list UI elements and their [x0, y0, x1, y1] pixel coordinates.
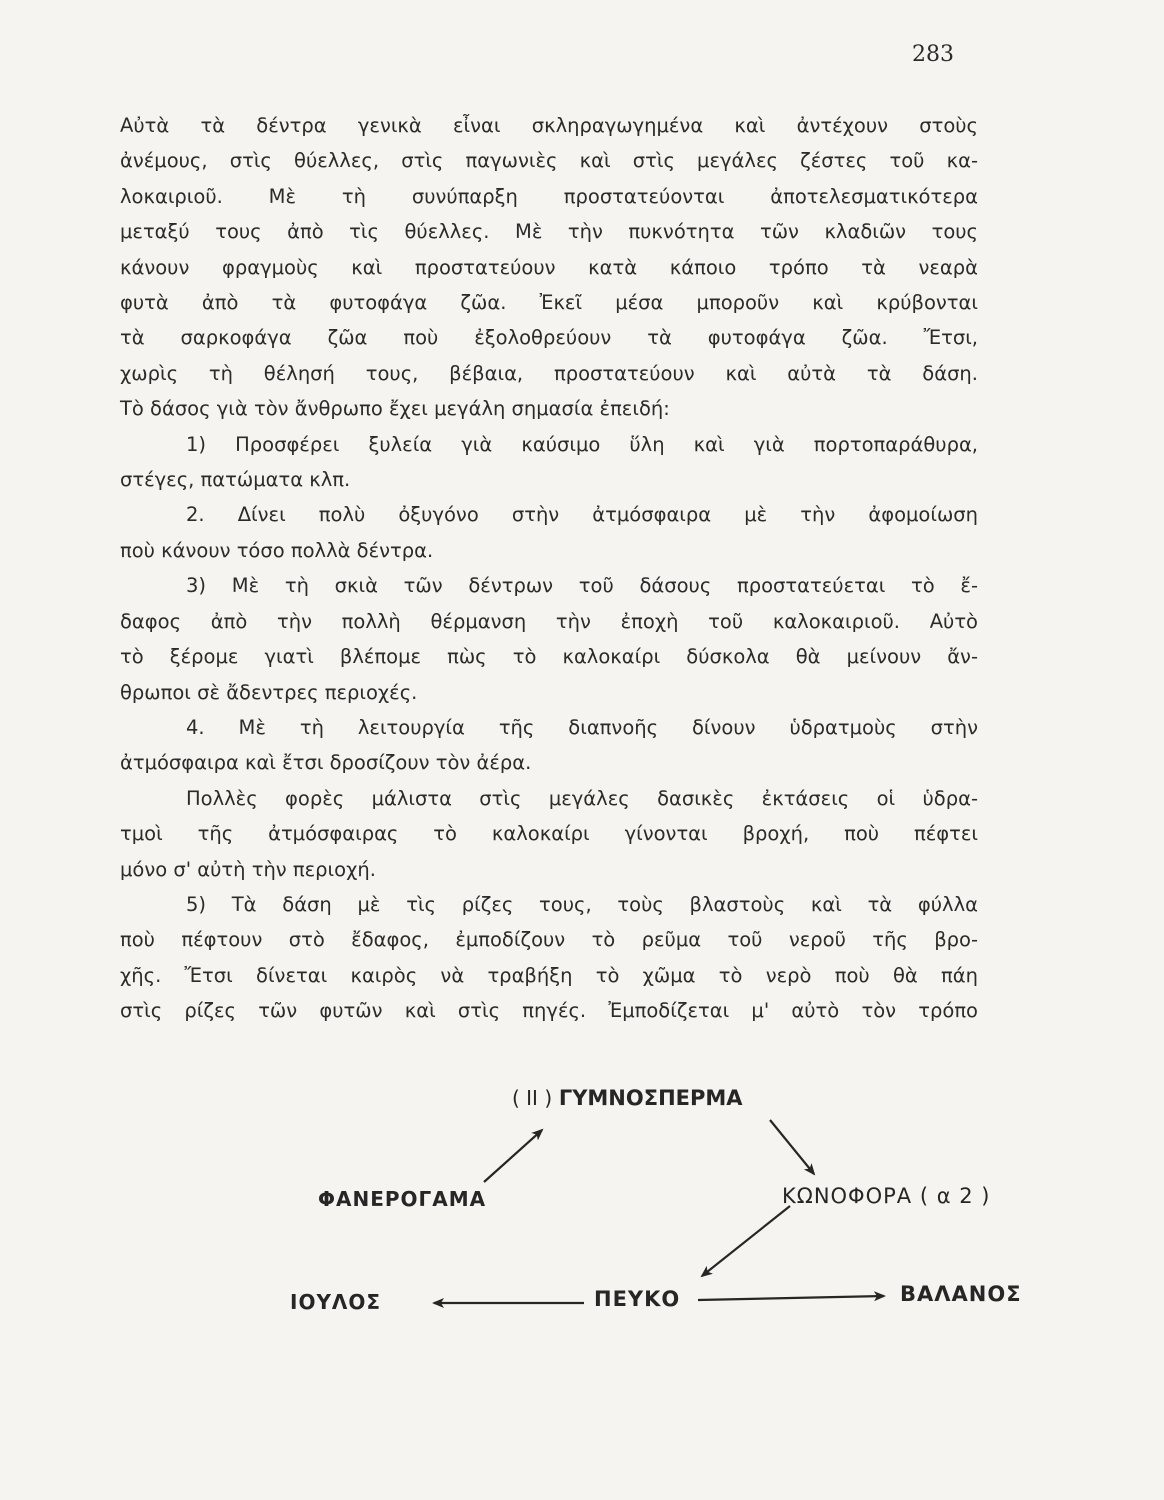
text-line: στὶς ρίζες τῶν φυτῶν καὶ στὶς πηγές. Ἐμποδίζεται μ' αὐτὸ τὸν τρόπο	[120, 999, 978, 1023]
label-balanos: ΒΑΛΑΝΟΣ	[900, 1282, 1022, 1306]
text-line: λοκαιριοῦ. Μὲ τὴ συνύπαρξη προστατεύονται ἀποτελεσματικότερα	[120, 184, 978, 208]
text-line: φυτὰ ἀπὸ τὰ φυτοφάγα ζῶα. Ἐκεῖ μέσα μποροῦν καὶ κρύβονται	[120, 291, 978, 315]
text-line: ποὺ πέφτουν στὸ ἔδαφος, ἐμποδίζουν τὸ ρεῦμα τοῦ νεροῦ τῆς βρο-	[120, 928, 978, 952]
text-line: ἀτμόσφαιρα καὶ ἔτσι δροσίζουν τὸν ἀέρα.	[120, 751, 532, 775]
text-line: χωρὶς τὴ θέλησή τους, βέβαια, προστατεύουν καὶ αὐτὰ τὰ δάση.	[120, 361, 978, 385]
text-line: δαφος ἀπὸ τὴν πολλὴ θέρμανση τὴν ἐποχὴ τοῦ καλοκαιριοῦ. Αὐτὸ	[120, 609, 978, 633]
list-item-line: 4. Μὲ τὴ λειτουργία τῆς διαπνοῆς δίνουν ὑδρατμοὺς στὴν	[186, 715, 978, 739]
list-item-line: 2. Δίνει πολὺ ὀξυγόνο στὴν ἀτμόσφαιρα μὲ τὴν ἀφομοίωση	[186, 503, 978, 527]
label-gymnosperma-text: ΓΥΜΝΟΣΠΕΡΜΑ	[558, 1086, 743, 1110]
label-fanerogama: ΦΑΝΕΡΟΓΑΜΑ	[318, 1187, 487, 1211]
text-line: τὰ σαρκοφάγα ζῶα ποὺ ἐξολοθρεύουν τὰ φυτοφάγα ζῶα. Ἔτσι,	[120, 326, 978, 350]
text-line: θρωποι σὲ ἄδεντρες περιοχές.	[120, 680, 418, 704]
text-line: μόνο σ' αὐτὴ τὴν περιοχή.	[120, 857, 376, 881]
arrow-peyko-to-balanos	[698, 1296, 884, 1300]
page-number: 283	[912, 42, 954, 67]
label-gymnosperma	[512, 1086, 743, 1110]
label-ioylos: ΙΟΥΛΟΣ	[290, 1290, 382, 1314]
text-line: Αὐτὰ τὰ δέντρα γενικὰ εἶναι σκληραγωγημένα καὶ ἀντέχουν στοὺς	[120, 114, 978, 137]
text-line: Τὸ δάσος γιὰ τὸν ἄνθρωπο ἔχει μεγάλη σημασία ἐπειδή:	[120, 397, 670, 421]
list-item-line: 1) Προσφέρει ξυλεία γιὰ καύσιμο ὕλη καὶ γιὰ πορτοπαράθυρα,	[186, 432, 978, 456]
text-line: χῆς. Ἔτσι δίνεται καιρὸς νὰ τραβήξη τὸ χῶμα τὸ νερὸ ποὺ θὰ πάη	[120, 963, 978, 987]
label-konofora: ΚΩΝΟΦΟΡΑ ( α 2 )	[782, 1184, 991, 1208]
text-line: τὸ ξέρομε γιατὶ βλέπομε πὼς τὸ καλοκαίρι δύσκολα θὰ μείνουν ἄν-	[120, 645, 978, 669]
arrow-gymnosperma-to-konofora	[770, 1120, 814, 1174]
text-line: κάνουν φραγμοὺς καὶ προστατεύουν κατὰ κάποιο τρόπο τὰ νεαρὰ	[120, 255, 978, 279]
label-gymnosperma-prefix: ( II )	[512, 1086, 553, 1110]
label-peyko: ΠΕΥΚΟ	[594, 1287, 681, 1311]
text-line: στέγες, πατώματα κλπ.	[120, 468, 351, 492]
text-line: τμοὶ τῆς ἀτμόσφαιρας τὸ καλοκαίρι γίνονται βροχή, ποὺ πέφτει	[120, 822, 978, 846]
list-item-line: 5) Τὰ δάση μὲ τὶς ρίζες τους, τοὺς βλαστοὺς καὶ τὰ φύλλα	[186, 892, 978, 916]
list-item-line: 3) Μὲ τὴ σκιὰ τῶν δέντρων τοῦ δάσους προστατεύεται τὸ ἔ-	[186, 574, 978, 598]
arrow-konofora-to-peyko	[702, 1206, 790, 1276]
arrow-fanerogama-to-gymnosperma	[484, 1130, 542, 1182]
text-line: μεταξύ τους ἀπὸ τὶς θύελλες. Μὲ τὴν πυκνότητα τῶν κλαδιῶν τους	[120, 220, 978, 244]
paragraph-line: Πολλὲς φορὲς μάλιστα στὶς μεγάλες δασικὲς ἐκτάσεις οἱ ὑδρα-	[186, 786, 978, 810]
text-line: ποὺ κάνουν τόσο πολλὰ δέντρα.	[120, 538, 434, 562]
text-line: ἀνέμους, στὶς θύελλες, στὶς παγωνιὲς καὶ στὶς μεγάλες ζέστες τοῦ κα-	[120, 149, 978, 173]
